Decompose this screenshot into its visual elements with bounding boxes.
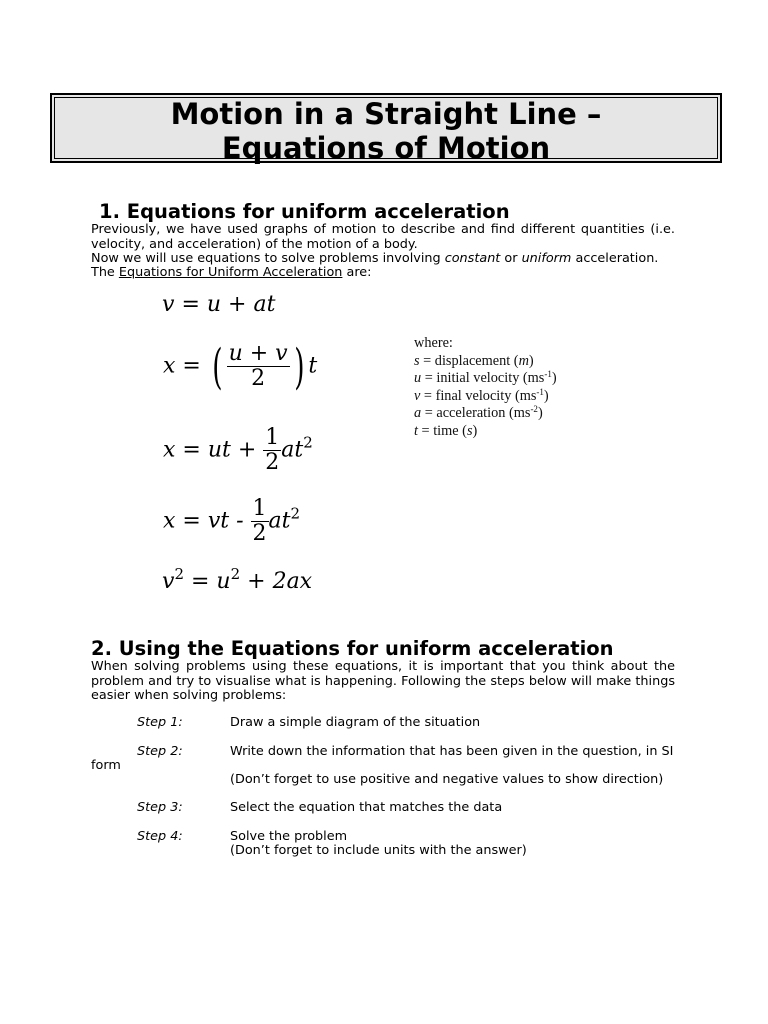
- legend-sym: t: [414, 422, 418, 439]
- eq3-fraction: [263, 426, 281, 475]
- variable-legend: [414, 335, 557, 441]
- legend-item-s: [414, 353, 557, 371]
- p2-constant: constant: [444, 251, 501, 266]
- legend-item-v: [414, 388, 557, 406]
- p2-text-c: acceleration.: [571, 251, 659, 266]
- p3-text-a: The: [91, 265, 119, 280]
- legend-close: ): [537, 405, 543, 422]
- step-1-text: Draw a simple diagram of the situation: [230, 715, 481, 730]
- legend-heading: where:: [414, 335, 453, 351]
- right-paren: ): [293, 338, 305, 395]
- eq3-denominator: 2: [265, 450, 280, 475]
- eq1-lhs: v: [162, 292, 175, 317]
- legend-item-u: [414, 370, 557, 388]
- title-line-1: Motion in a Straight Line –: [170, 97, 602, 131]
- legend-text: = acceleration (ms: [421, 405, 531, 422]
- legend-sym: u: [414, 370, 422, 387]
- step-3-text: Select the equation that matches the data: [230, 800, 503, 815]
- legend-close: ): [472, 422, 478, 439]
- equation-2: [163, 338, 318, 395]
- eq3-numerator: 1: [265, 425, 280, 450]
- eq5-tail: + 2ax: [247, 569, 313, 594]
- section1-paragraph-1: Previously, we have used graphs of motion to describe and find different quantities (i.e. velocity, and acceleration) of the motion of a body.: [91, 222, 675, 252]
- eq5-u-exponent: 2: [230, 565, 241, 583]
- eq5-u: = u: [190, 569, 231, 594]
- eq5-v-exponent: 2: [174, 565, 184, 583]
- step-2-label: Step 2:: [137, 744, 183, 759]
- legend-sym: a: [414, 405, 422, 422]
- legend-sup: -1: [544, 369, 552, 380]
- legend-text: = initial velocity (ms: [421, 370, 545, 387]
- legend-unit: m: [518, 352, 529, 369]
- eq5-v: v: [162, 569, 175, 594]
- eq4-numerator: 1: [252, 496, 267, 521]
- eq4-exponent: 2: [290, 504, 301, 523]
- step-1-label: Step 1:: [137, 715, 183, 730]
- p3-text-b: are:: [342, 265, 372, 280]
- p2-text-a: Now we will use equations to solve problems involving: [91, 251, 445, 266]
- legend-text: = time (: [417, 422, 467, 439]
- title-line-2: Equations of Motion: [221, 131, 551, 165]
- legend-close: ): [551, 370, 557, 387]
- eq2-numerator: u + v: [228, 341, 288, 366]
- step-3-label: Step 3:: [137, 800, 183, 815]
- equation-4: [163, 497, 300, 546]
- step-2-continuation: form: [91, 758, 121, 773]
- eq3-exponent: 2: [303, 433, 313, 452]
- equation-5: [162, 565, 313, 595]
- legend-unit: s: [466, 422, 473, 439]
- eq4-tail: at: [268, 508, 291, 534]
- legend-close: ): [543, 387, 549, 404]
- section1-heading: 1. Equations for uniform acceleration: [99, 200, 510, 223]
- legend-item-t: [414, 423, 557, 441]
- legend-text: = displacement (: [419, 352, 519, 369]
- title-box: [50, 93, 722, 163]
- eq3-tail: at: [281, 437, 304, 463]
- p2-text-b: or: [500, 251, 522, 266]
- p2-uniform: uniform: [521, 251, 572, 266]
- legend-sup: -2: [530, 404, 538, 415]
- eq2-fraction: [227, 342, 290, 391]
- eq3-lhs: x = ut +: [163, 437, 257, 463]
- eq4-denominator: 2: [252, 521, 267, 546]
- left-paren: (: [212, 338, 223, 395]
- legend-text: = final velocity (ms: [420, 387, 537, 404]
- section1-paragraph-3: [91, 266, 675, 281]
- legend-item-a: [414, 405, 557, 423]
- legend-sym: v: [414, 387, 421, 404]
- step-2-note: (Don’t forget to use positive and negative values to show direction): [230, 772, 664, 787]
- section2-heading: 2. Using the Equations for uniform acceleration: [91, 637, 614, 660]
- eq1-rhs: = u + at: [181, 292, 276, 317]
- equations-reference: Equations for Uniform Acceleration: [118, 265, 343, 280]
- eq2-lhs: x =: [163, 353, 201, 379]
- step-2-text: Write down the information that has been given in the question, in SI: [230, 744, 674, 759]
- equation-1: [162, 292, 275, 318]
- eq2-tail: t: [308, 353, 318, 379]
- legend-sym: s: [414, 352, 420, 369]
- legend-close: ): [528, 352, 534, 369]
- step-4-text: Solve the problem: [230, 829, 348, 844]
- eq4-lhs: x = vt -: [163, 508, 244, 534]
- legend-sup: -1: [536, 386, 544, 397]
- step-4-note: (Don’t forget to include units with the answer): [230, 843, 527, 858]
- equation-3: [163, 426, 313, 475]
- eq2-denominator: 2: [251, 366, 266, 391]
- eq4-fraction: [251, 497, 269, 546]
- step-4-label: Step 4:: [137, 829, 183, 844]
- section2-intro: When solving problems using these equations, it is important that you think about the problem and try to visualise what is happening. Following the steps below will make things easier when solving problems:: [91, 659, 675, 703]
